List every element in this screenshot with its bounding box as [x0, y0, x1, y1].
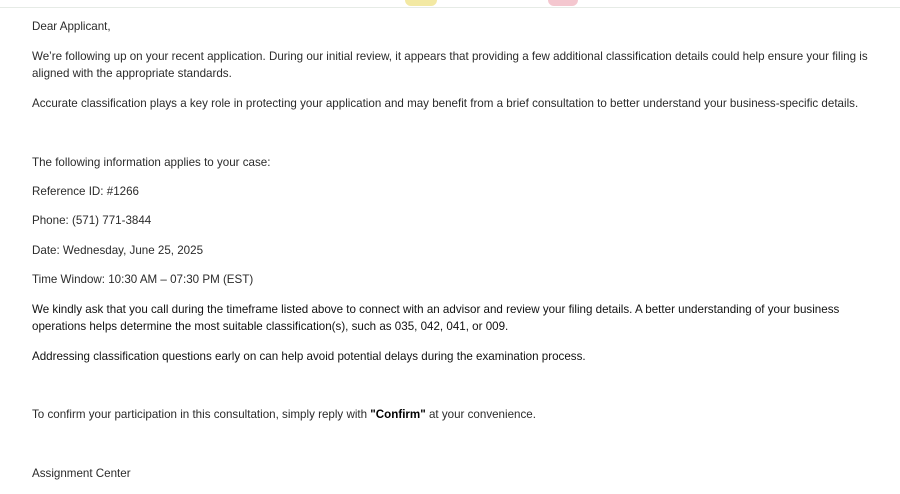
- confirm-instruction: [32, 406, 882, 423]
- intro-paragraph: We’re following up on your recent application. During our initial review, it appears that providing a few additional classification details could help ensure your filing is aligned with the appropriate standards.: [32, 50, 868, 80]
- decorative-banner-image: [405, 0, 437, 6]
- delay-paragraph: Addressing classification questions early on can help avoid potential delays during the examination process.: [32, 350, 586, 363]
- decorative-banner-image: [548, 0, 578, 6]
- time-window: Time Window: 10:30 AM – 07:30 PM (EST): [32, 273, 254, 286]
- reference-id: Reference ID: #1266: [32, 185, 139, 198]
- confirm-suffix: at your convenience.: [425, 408, 536, 421]
- case-intro: The following information applies to your case:: [32, 156, 271, 169]
- appointment-date: Date: Wednesday, June 25, 2025: [32, 244, 204, 257]
- phone-number: Phone: (571) 771-3844: [32, 214, 152, 227]
- greeting: Dear Applicant,: [32, 20, 111, 33]
- header-strip: [0, 0, 900, 8]
- confirm-keyword: "Confirm": [370, 408, 426, 421]
- call-paragraph: We kindly ask that you call during the timeframe listed above to connect with an advisor and review your filing details. A better understanding of your business operations helps determine the most suitable classification(s), such as 035, 042, 041, or 009.: [32, 303, 840, 333]
- confirm-prefix: To confirm your participation in this consultation, simply reply with: [32, 408, 371, 421]
- classification-paragraph: Accurate classification plays a key role in protecting your application and may benefit from a brief consultation to better understand your business-specific details.: [32, 97, 859, 110]
- signature: Assignment Center: [32, 467, 131, 480]
